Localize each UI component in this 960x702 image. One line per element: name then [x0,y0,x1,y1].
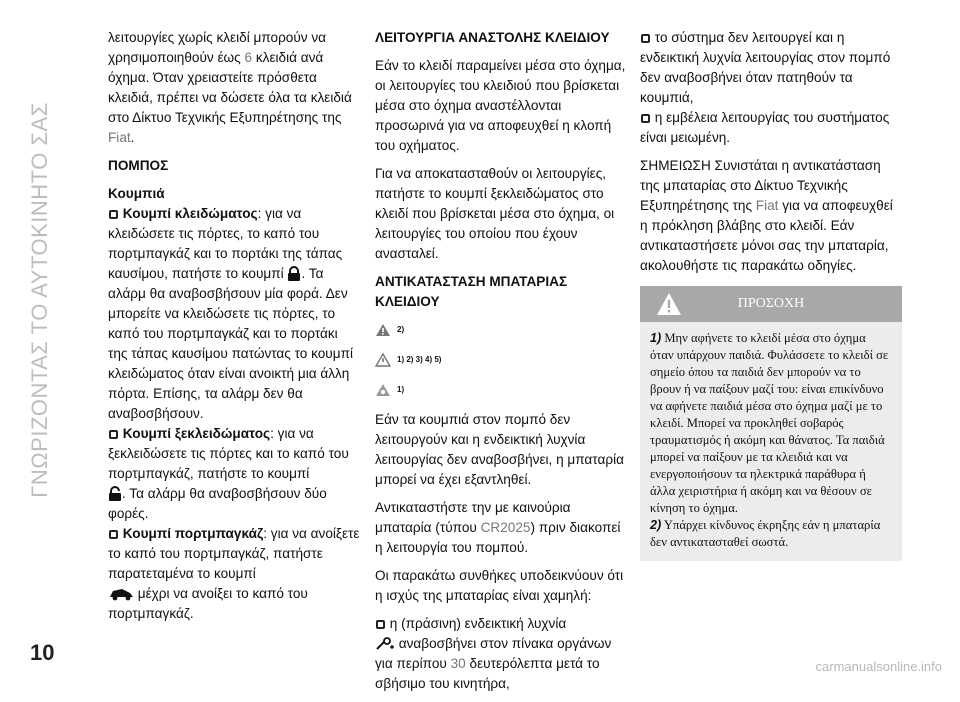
bullet-icon [375,619,386,630]
note-brand: Fiat [755,198,779,213]
note-paragraph [640,156,902,276]
warning-ref-text: 1) [397,385,405,394]
trunk-text-a: : για να ανοίξετε το καπό του πορτμπαγκάζ, πατήστε παρατεταμένα το κουμπί [108,526,360,581]
column-2 [375,28,628,702]
subheading-buttons: Κουμπιά [108,186,165,201]
battery-text-b: ) πριν διακοπεί η λειτουργία του πομπού. [375,520,621,555]
lock-text-a: : για να κλειδώσετε τις πόρτες, το καπό του πορτμπαγκάζ και το πορτάκι της τάπας καυσίμου, πατήστε το κουμπί [108,206,343,281]
bullet-1-text: το σύστημα δεν λειτουργεί και η ενδεικτική λυχνία λειτουργίας στον πομπό δεν αναβοσβήνει όταν πατηθούν τα κουμπιά, [640,30,891,105]
warning-item-2 [650,517,892,551]
warning-item-1 [650,330,892,517]
paragraph-battery-2 [375,498,628,558]
paragraph-battery-1: Εάν τα κουμπιά στον πομπό δεν λειτουργούν και η ενδεικτική λυχνία λειτουργίας δεν αναβοσβήνει, η μπαταρία μπορεί να έχει εξαντληθεί. [375,412,624,487]
bullet-1 [640,28,902,148]
trunk-label: Κουμπί πορτμπαγκάζ [122,526,264,541]
warning-text: Μην αφήνετε το κλειδί μέσα στο όχημα όταν υπάρχουν παιδιά. Φυλάσσετε το κλειδί σε σημείο όπου τα παιδιά δεν μπορούν να το βρουν ή να παίξουν μαζί του: είναι επικίνδυνο να αφήνετε παιδιά μέσα στο όχημα μαζί με το κλειδί. Μπορεί να προκληθεί σοβαρός τραυματισμός ή ακόμη και θάνατος. Τα παιδιά μπορεί να παίξουν με τα κλειδιά και να ενεργοποιήσουν τα ηλεκτρικά παράθυρα ή άλλα χειριστήρια ή ακόμη και να θέσουν σε κίνηση το όχημα. [650,331,889,515]
lock-text-b: . Τα αλάρμ θα αναβοσβήσουν μία φορά. Δεν μπορείτε να κλειδώσετε τις πόρτες, το καπό του πορτμπαγκάζ και το πορτάκι της τάπας καυσίμου πατώντας το κουμπί κλειδώματος όταν είναι ανοικτή μια άλλη πόρτα. Επίσης, τα αλάρμ δεν θα αναβοσβήσουν. [108,266,353,421]
note-text-a: ΣΗΜΕΙΩΣΗ Συνιστάται η αντικατάσταση της μπαταρίας στο Δίκτυο Τεχνικής Εξυπηρέτησης της [640,158,881,213]
bullet-icon [108,209,119,220]
bullet-text-a: η (πράσινη) ενδεικτική λυχνία [389,616,567,631]
page-number: 10 [30,640,55,665]
paragraph-battery-3: Οι παρακάτω συνθήκες υποδεικνύουν ότι η ισχύς της μπαταρίας είναι χαμηλή: [375,568,624,603]
trunk-text-b: μέχρι να ανοίξει το καπό του πορτμπαγκάζ. [108,586,308,621]
unlock-text-b: . Τα αλάρμ θα αναβοσβήσουν δύο φορές. [108,486,327,521]
battery-code: CR2025 [480,520,531,535]
unlock-icon [108,486,122,502]
column-3 [640,28,902,561]
warning-body [640,322,902,561]
paragraph-suspension-1: Εάν το κλειδί παραμείνει μέσα στο όχημα, οι λειτουργίες του κλειδιού που βρίσκεται μέσα στο όχημα αναστέλλονται προσωρινά για να αποφευχθεί η κλοπή του οχήματος. [375,58,626,153]
bullet-icon [108,429,119,440]
paragraph-battery-4 [375,614,628,694]
side-title-text: ΓΝΩΡΙΖΟΝΤΑΣ ΤΟ ΑΥΤΟΚΙΝΗΤΟ ΣΑΣ [27,102,52,498]
warning-title: ΠΡΟΣΟΧΗ [737,296,805,311]
warning-box [640,286,902,561]
warning-ref-1 [375,320,628,340]
bullet-icon [640,33,651,44]
heading-transmitter: ΠΟΜΠΟΣ [108,158,169,173]
bullet-2-text: η εμβέλεια λειτουργίας του συστήματος είναι μειωμένη. [640,110,890,145]
bullet-icon [108,529,119,540]
car-trunk-icon [108,587,134,601]
info-triangle-icon [375,353,391,367]
warning-ref-2 [375,350,628,370]
warning-ref-text: 2) [397,325,405,334]
intro-paragraph: λειτουργίες χωρίς κλειδί μπορούν να χρησιμοποιηθούν έως 6 κλειδιά ανά όχημα. Όταν χρειαστείτε πρόσθετα κλειδιά, πρέπει να δώσετε όλα τα κλειδιά στο Δίκτυο Τεχνικής Εξυπηρέτησης της Fiat. [108,30,352,145]
warning-triangle-icon [375,323,391,337]
heading-key-suspension: ΛΕΙΤΟΥΡΓΙΑ ΑΝΑΣΤΟΛΗΣ ΚΛΕΙΔΙΟΥ [375,30,610,45]
battery-text-a: Αντικαταστήστε την με καινούρια μπαταρία (τύπου [375,500,571,535]
warning-text: Υπάρχει κίνδυνος έκρηξης εάν η μπαταρία δεν αντικατασταθεί σωστά. [650,518,881,549]
column-1 [108,28,360,632]
warning-triangle-icon [656,292,682,316]
watermark: carmanualsonline.info [815,659,942,674]
brand-name: Fiat [108,130,131,145]
paragraph-suspension-2: Για να αποκατασταθούν οι λειτουργίες, πατήστε το κουμπί ξεκλειδώματος στο κλειδί που βρίσκεται μέσα στο όχημα, οι λειτουργίες του οποίου που έχουν ανασταλεί. [375,166,615,261]
warning-ref-3 [375,380,628,400]
warning-header [640,286,902,322]
side-title [10,0,70,600]
bullet-text-c: δευτερόλεπτα μετά το σβήσιμο του κινητήρα, [375,656,600,691]
seconds-value: 30 [450,656,466,671]
warning-ref-text: 1) 2) 3) 4) 5) [397,355,442,364]
unlock-label: Κουμπί ξεκλειδώματος [122,426,271,441]
bullet-icon [640,113,651,124]
intro-text-b: κλειδιά ανά όχημα. Όταν χρειαστείτε πρόσθετα κλειδιά, πρέπει να δώσετε όλα τα κλειδιά στο Δίκτυο Τεχνικής Εξυπηρέτησης της [108,50,352,125]
intro-text-a: λειτουργίες χωρίς κλειδί μπορούν να χρησιμοποιηθούν έως [108,30,327,65]
heading-battery-replacement: ΑΝΤΙΚΑΤΑΣΤΑΣΗ ΜΠΑΤΑΡΙΑΣ ΚΛΕΙΔΙΟΥ [375,274,568,309]
lock-label: Κουμπί κλειδώματος [122,206,258,221]
bullet-text-b: αναβοσβήνει στον πίνακα οργάνων για περίπου [375,636,612,671]
environment-icon [375,383,391,397]
warning-number: 2) [650,518,662,532]
buttons-section [108,184,360,624]
warning-number: 1) [650,331,662,345]
note-text-b: για να αποφευχθεί η πρόκληση βλάβης στο κλειδί. Εάν αντικαταστήσετε μόνοι σας την μπαταρία, ακολουθήστε τις παρακάτω οδηγίες. [640,198,893,273]
key-warning-icon [375,637,395,651]
unlock-text-a: : για να ξεκλειδώσετε τις πόρτες και το καπό του πορτμπαγκάζ, πατήστε το κουμπί [108,426,349,481]
lock-icon [287,266,301,282]
key-count: 6 [244,50,253,65]
